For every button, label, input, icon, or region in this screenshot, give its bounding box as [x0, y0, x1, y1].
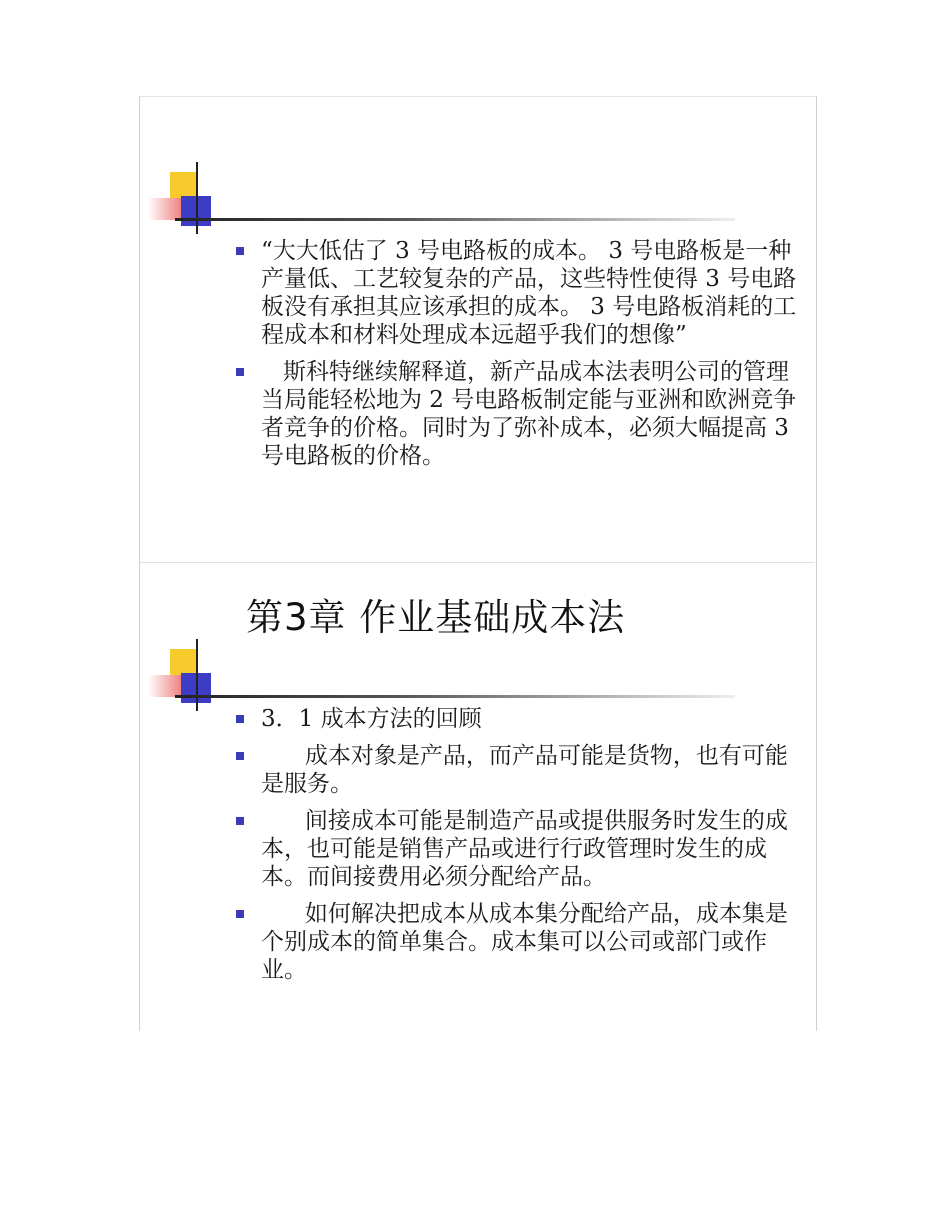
bullet-text: 成本对象是产品，而产品可能是货物，也有可能是服务。 [261, 743, 788, 797]
slide-title: 第3章 作业基础成本法 [246, 596, 626, 639]
bullet-list [234, 705, 804, 993]
list-item [234, 807, 804, 891]
square-bullet-icon [236, 715, 244, 723]
bullet-list [234, 237, 804, 479]
bullet-text: 如何解决把成本从成本集分配给产品，成本集是个别成本的简单集合。成本集可以公司或部门或作业。 [261, 901, 788, 983]
list-item [234, 742, 804, 798]
bullet-text: 斯科特继续解释道，新产品成本法表明公司的管理当局能轻松地为 2 号电路板制定能与亚洲和欧洲竞争者竞争的价格。同时为了弥补成本，必须大幅提高 3 号电路板的价格。 [261, 359, 797, 469]
bullet-text: “大大低估了 3 号电路板的成本。 3 号电路板是一种产量低、工艺较复杂的产品，这些特性使得 3 号电路板没有承担其应该承担的成本。 3 号电路板消耗的工程成本和材料处理成本远超乎我们的想像” [261, 238, 797, 348]
square-bullet-icon [236, 817, 244, 825]
list-item [234, 237, 804, 349]
list-item [234, 900, 804, 984]
square-bullet-icon [236, 368, 244, 376]
bullet-text: 3．1 成本方法的回顾 [261, 706, 482, 732]
slide-1 [140, 97, 815, 562]
list-item [234, 358, 804, 470]
list-item [234, 705, 804, 733]
bullet-text: 间接成本可能是制造产品或提供服务时发生的成本，也可能是销售产品或进行行政管理时发生的成本。而间接费用必须分配给产品。 [261, 808, 788, 890]
slide-2 [140, 562, 815, 1031]
square-bullet-icon [236, 910, 244, 918]
square-bullet-icon [236, 752, 244, 760]
square-bullet-icon [236, 247, 244, 255]
